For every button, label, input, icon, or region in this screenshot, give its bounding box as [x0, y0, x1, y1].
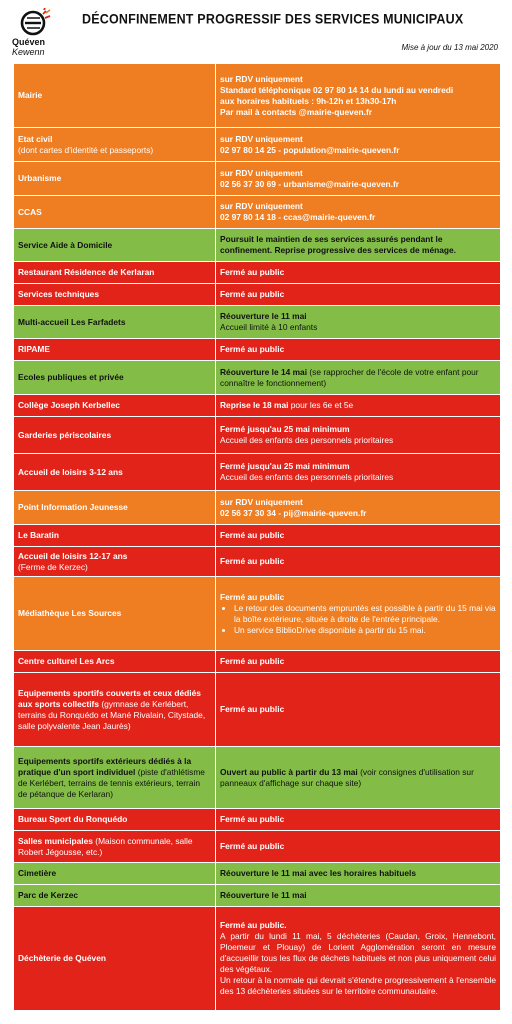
status-line: 02 56 37 30 34 - pij@mairie-queven.fr — [220, 507, 367, 518]
service-label: Collège Joseph Kerbellec — [18, 400, 120, 410]
service-label: RIPAME — [18, 344, 50, 354]
service-label: Restaurant Résidence de Kerlaran — [18, 267, 155, 277]
service-detail: (Maison communale, salle Robert Jégousse, etc.) — [18, 835, 193, 857]
service-status — [216, 885, 501, 907]
status-line: Fermé jusqu'au 25 mai minimum — [220, 424, 350, 434]
list-item: • Le retour des documents empruntés est possible à partir du 15 mai via la boîte extérieure, située à droite de l'entrée principale. — [234, 603, 496, 625]
service-status — [216, 863, 501, 885]
service-status — [216, 577, 501, 651]
table-row — [14, 863, 501, 885]
service-status — [216, 262, 501, 284]
status-line: 02 97 80 14 18 - ccas@mairie-queven.fr — [220, 212, 376, 222]
service-status — [216, 128, 501, 162]
service-label: CCAS — [18, 206, 42, 217]
service-status — [216, 64, 501, 128]
status-line: Par mail à contacts @mairie-queven.fr — [220, 106, 372, 117]
table-row — [14, 64, 501, 128]
table-row — [14, 284, 501, 306]
status-detail: (voir consignes d'utilisation sur panneaux d'affichage sur chaque site) — [220, 766, 474, 788]
service-status — [216, 831, 501, 863]
service-status — [216, 306, 501, 339]
status-line: Fermé au public — [220, 267, 285, 277]
status-line: sur RDV uniquement — [220, 133, 303, 144]
service-status — [216, 651, 501, 673]
status-line: 02 97 80 14 25 - population@mairie-queven.fr — [220, 144, 400, 155]
service-status — [216, 907, 501, 1011]
status-line: Réouverture le 11 mai — [220, 311, 307, 321]
status-line: Poursuit le maintien de ses services assurés pendant le confinement. Reprise progressive des services de ménage. — [220, 234, 456, 255]
service-name — [14, 863, 216, 885]
table-row — [14, 673, 501, 747]
status-line: aux horaires habituels : 9h-12h et 13h30-17h — [220, 95, 397, 106]
table-row — [14, 196, 501, 229]
table-row — [14, 128, 501, 162]
service-label: Equipements sportifs couverts et ceux dédiés aux sports collectifs — [18, 687, 201, 709]
service-name — [14, 577, 216, 651]
table-row — [14, 454, 501, 491]
status-line: Réouverture le 14 mai — [220, 366, 308, 377]
service-label: Services techniques — [18, 289, 99, 299]
service-detail: (dont cartes d'identité et passeports) — [18, 144, 154, 155]
service-name — [14, 306, 216, 339]
service-name — [14, 284, 216, 306]
service-name — [14, 417, 216, 454]
status-detail: Accueil limité à 10 enfants — [220, 322, 318, 332]
service-label: Etat civil — [18, 133, 53, 144]
status-line: Fermé au public — [220, 656, 285, 666]
service-name — [14, 229, 216, 262]
service-status — [216, 395, 501, 417]
service-name — [14, 262, 216, 284]
service-status — [216, 162, 501, 196]
service-label: Le Baratin — [18, 530, 59, 540]
service-name — [14, 128, 216, 162]
status-bullet-list — [220, 603, 496, 636]
status-detail: pour les 6e et 5e — [290, 400, 354, 410]
table-row — [14, 809, 501, 831]
table-row — [14, 361, 501, 395]
service-label: Equipements sportifs extérieurs dédiés à la pratique d'un sport individuel — [18, 755, 192, 777]
status-line: sur RDV uniquement — [220, 73, 303, 84]
update-date: Mise à jour du 13 mai 2020 — [401, 43, 498, 52]
service-status — [216, 196, 501, 229]
service-label: Déchèterie de Quéven — [18, 953, 106, 963]
service-status — [216, 547, 501, 577]
service-label: Point Information Jeunesse — [18, 502, 128, 512]
table-row — [14, 491, 501, 525]
status-line: Reprise le 18 mai — [220, 400, 289, 410]
list-item: • Un service BiblioDrive disponible à partir du 15 mai. — [234, 625, 496, 636]
service-name — [14, 885, 216, 907]
service-status — [216, 284, 501, 306]
service-status — [216, 229, 501, 262]
service-label: Ecoles publiques et privée — [18, 372, 124, 382]
table-row — [14, 907, 501, 1011]
status-line: sur RDV uniquement — [220, 201, 303, 211]
service-name — [14, 64, 216, 128]
status-detail: Accueil des enfants des personnels prioritaires — [220, 472, 394, 482]
table-row — [14, 306, 501, 339]
page-header — [0, 0, 512, 62]
service-label: Cimetière — [18, 868, 57, 878]
status-line: sur RDV uniquement — [220, 167, 303, 178]
service-name — [14, 196, 216, 229]
service-name — [14, 907, 216, 1011]
status-detail: Accueil des enfants des personnels prioritaires — [220, 435, 394, 445]
service-label: Garderies périscolaires — [18, 429, 112, 440]
service-name — [14, 395, 216, 417]
table-row — [14, 525, 501, 547]
page-title: DÉCONFINEMENT PROGRESSIF DES SERVICES MUNICIPAUX — [82, 11, 464, 27]
service-name — [14, 809, 216, 831]
status-line: Fermé au public — [220, 289, 285, 299]
service-status — [216, 747, 501, 809]
service-status — [216, 417, 501, 454]
status-line: Fermé au public — [220, 530, 285, 540]
service-name — [14, 361, 216, 395]
status-line: Fermé au public — [220, 814, 285, 824]
table-row — [14, 547, 501, 577]
service-name — [14, 162, 216, 196]
status-line: Réouverture le 11 mai avec les horaires habituels — [220, 868, 416, 878]
table-row — [14, 262, 501, 284]
service-name — [14, 673, 216, 747]
service-label: Parc de Kerzec — [18, 890, 79, 900]
status-line: Ouvert au public à partir du 13 mai — [220, 766, 358, 777]
service-name — [14, 651, 216, 673]
service-status — [216, 361, 501, 395]
service-status — [216, 454, 501, 491]
queven-logo — [12, 8, 56, 58]
status-line: Fermé au public — [220, 841, 285, 851]
status-line: Fermé au public — [220, 344, 285, 354]
service-detail: (Ferme de Kerzec) — [18, 561, 88, 572]
status-paragraph: A partir du lundi 11 mai, 5 déchèteries (Caudan, Groix, Hennebont, Ploemeur et Plouay) de Lorient Agglomération seront en mesure d'accueillir tous les flux de déchets habituels et non plus uniquement celui des végétaux. — [220, 931, 496, 974]
status-line: sur RDV uniquement — [220, 496, 303, 507]
service-name — [14, 547, 216, 577]
service-name — [14, 339, 216, 361]
table-row — [14, 339, 501, 361]
service-status — [216, 809, 501, 831]
logo-text-queven: Quéven — [12, 37, 46, 47]
logo-mark-icon — [16, 8, 54, 38]
status-line: Réouverture le 11 mai — [220, 890, 307, 900]
table-row — [14, 162, 501, 196]
table-row — [14, 831, 501, 863]
service-detail: (gymnase de Kerlébert, terrains du Ronquédo et Mané Rivalain, Citystade, salle polyvalente Jean Jaurès) — [18, 698, 206, 731]
service-name — [14, 831, 216, 863]
status-line: Standard téléphonique 02 97 80 14 14 du lundi au vendredi — [220, 84, 454, 95]
status-line: Fermé au public. — [220, 920, 287, 930]
status-line: Fermé au public — [220, 591, 285, 602]
table-row — [14, 229, 501, 262]
services-table — [13, 63, 500, 1011]
service-label: Multi-accueil Les Farfadets — [18, 316, 126, 327]
status-line: Fermé au public — [220, 704, 285, 714]
service-status — [216, 673, 501, 747]
service-name — [14, 491, 216, 525]
service-label: Urbanisme — [18, 173, 62, 183]
status-detail: (se rapprocher de l'école de votre enfant pour connaître le fonctionnement) — [220, 366, 479, 388]
table-row — [14, 395, 501, 417]
service-label: Médiathèque Les Sources — [18, 608, 122, 618]
status-paragraph: Un retour à la normale qui devrait s'étendre progressivement à l'ensemble des 13 déchèteries situées sur le territoire communautaire. — [220, 975, 496, 996]
service-label: Service Aide à Domicile — [18, 239, 113, 250]
table-row — [14, 577, 501, 651]
status-line: Fermé au public — [220, 556, 285, 566]
table-row — [14, 651, 501, 673]
service-label: Bureau Sport du Ronquédo — [18, 814, 128, 824]
service-name — [14, 454, 216, 491]
service-label: Mairie — [18, 90, 43, 100]
service-label: Salles municipales — [18, 835, 93, 846]
service-name — [14, 747, 216, 809]
service-status — [216, 491, 501, 525]
service-label: Accueil de loisirs 12-17 ans — [18, 550, 128, 561]
service-detail: (piste d'athlétisme de Kerlébert, terrains de tennis extérieurs, terrain de pétanque de Kerlaran) — [18, 766, 205, 799]
table-row — [14, 885, 501, 907]
service-name — [14, 525, 216, 547]
status-line: 02 56 37 30 69 - urbanisme@mairie-queven.fr — [220, 178, 400, 189]
service-label: Centre culturel Les Arcs — [18, 656, 115, 666]
logo-text-kewenn: Kewenn — [12, 47, 45, 57]
service-status — [216, 525, 501, 547]
table-row — [14, 747, 501, 809]
service-status — [216, 339, 501, 361]
service-label: Accueil de loisirs 3-12 ans — [18, 466, 123, 477]
table-row — [14, 417, 501, 454]
status-line: Fermé jusqu'au 25 mai minimum — [220, 461, 350, 471]
